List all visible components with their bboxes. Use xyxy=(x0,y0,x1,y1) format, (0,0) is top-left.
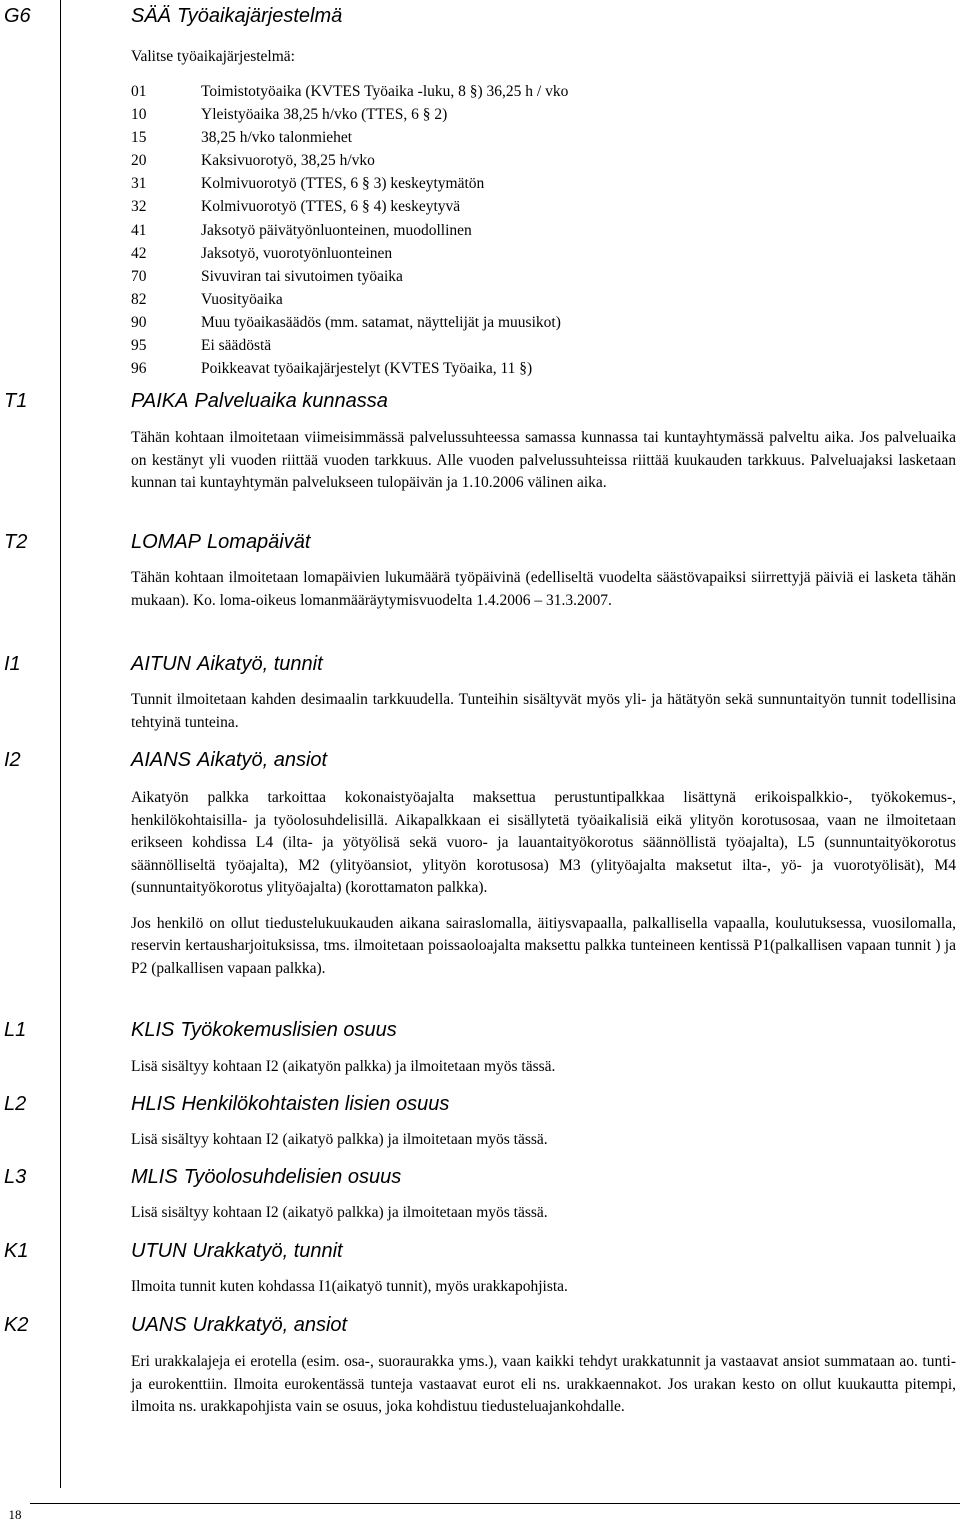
option-number: 96 xyxy=(131,360,147,378)
field-title: Aikatyö, tunnit xyxy=(197,653,323,675)
option-text: Jaksotyö, vuorotyönluonteinen xyxy=(201,244,393,262)
field-abbreviation: SÄÄ xyxy=(131,5,172,27)
section-heading xyxy=(131,1239,343,1263)
paragraph: Jos henkilö on ollut tiedustelukuukauden aikana sairaslomalla, äitiysvapaalla, palkallisella vapaalla, koulutuksessa, vuosilomalla, reservin kertausharjoituksissa, tms. ilmoitetaan poissaoloajalta maksettu palkka tunteineen kentissä P1(palkallisen vapaan tunnit ) ja P2 (palkallisen vapaan palkka). xyxy=(131,914,956,977)
option-number: 42 xyxy=(131,244,147,262)
section-body xyxy=(131,689,956,734)
field-title: Palveluaika kunnassa xyxy=(194,390,388,412)
option-text: 38,25 h/vko talonmiehet xyxy=(201,129,353,147)
field-title: Lomapäivät xyxy=(207,531,311,553)
list-item xyxy=(131,172,956,195)
option-number: 20 xyxy=(131,152,147,170)
field-abbreviation: KLIS xyxy=(131,1019,175,1041)
section-heading xyxy=(131,1165,401,1189)
option-number: 01 xyxy=(131,83,147,100)
option-text: Kaksivuorotyö, 38,25 h/vko xyxy=(201,152,375,170)
option-text: Jaksotyö päivätyönluonteinen, muodollinen xyxy=(201,221,472,239)
option-number: 15 xyxy=(131,129,147,147)
section-body xyxy=(131,427,956,495)
field-title: Työaikajärjestelmä xyxy=(177,5,343,27)
field-abbreviation: HLIS xyxy=(131,1093,176,1115)
footer-rule xyxy=(30,1503,960,1504)
field-code: L1 xyxy=(4,1019,27,1041)
option-number: 31 xyxy=(131,175,147,193)
section-heading xyxy=(131,530,310,554)
option-number: 41 xyxy=(131,221,147,239)
field-abbreviation: UANS xyxy=(131,1314,187,1336)
field-code: L3 xyxy=(4,1166,27,1188)
paragraph: Ilmoita tunnit kuten kohdassa I1(aikatyö tunnit), myös urakkapohjista. xyxy=(131,1278,568,1295)
page-number: 18 xyxy=(8,1507,22,1522)
option-text: Vuosityöaika xyxy=(201,290,283,308)
field-abbreviation: AITUN xyxy=(131,653,191,675)
list-item xyxy=(131,149,956,172)
option-text: Kolmivuorotyö (TTES, 6 § 4) keskeytyvä xyxy=(201,198,461,216)
field-abbreviation: LOMAP xyxy=(131,531,202,553)
field-title: Työkokemuslisien osuus xyxy=(180,1019,397,1041)
list-item xyxy=(131,126,956,149)
option-text: Ei säädöstä xyxy=(201,337,272,355)
paragraph: Lisä sisältyy kohtaan I2 (aikatyö palkka) ja ilmoitetaan myös tässä. xyxy=(131,1204,548,1221)
paragraph: Eri urakkalajeja ei erotella (esim. osa-, suoraurakka yms.), vaan kaikki tehdyt urakkatunnit ja vastaavat ansiot summataan ao. tunti- ja eurokenttiin. Ilmoita eurokentässä tunteja vastaavat eurot eli ns. urakkaennakot. Jos urakan kesto on ollut kuukautta pitempi, ilmoita ns. urakkapohjista vain se osuus, joka kohdistuu tiedusteluajankohdalle. xyxy=(131,1353,956,1415)
list-item xyxy=(131,334,956,357)
option-text: Sivuviran tai sivutoimen työaika xyxy=(201,267,403,285)
paragraph: Tunnit ilmoitetaan kahden desimaalin tarkkuudella. Tunteihin sisältyvät myös yli- ja hätätyön sekä sunnuntaityön tunnit todellisina tehtyinä tunteina. xyxy=(131,691,956,731)
field-abbreviation: MLIS xyxy=(131,1166,178,1188)
field-title: Työolosuhdelisien osuus xyxy=(183,1166,402,1188)
section-body xyxy=(131,1056,956,1079)
section-heading xyxy=(131,1092,449,1116)
option-text: Toimistotyöaika (KVTES Työaika -luku, 8 §) 36,25 h / vko xyxy=(201,83,569,100)
field-title: Aikatyö, ansiot xyxy=(197,749,328,771)
field-abbreviation: PAIKA xyxy=(131,390,189,412)
section-body xyxy=(131,1129,956,1152)
field-code: L2 xyxy=(4,1093,27,1115)
field-code: T1 xyxy=(4,390,28,412)
list-item xyxy=(131,103,956,126)
option-number: 95 xyxy=(131,337,147,355)
section-body xyxy=(131,567,956,612)
field-title: Urakkatyö, tunnit xyxy=(192,1240,343,1262)
section-heading xyxy=(131,1313,347,1337)
section-subtitle: Valitse työaikajärjestelmä: xyxy=(131,48,295,65)
option-text: Poikkeavat työaikajärjestelyt (KVTES Työaika, 11 §) xyxy=(201,360,533,378)
field-title: Henkilökohtaisten lisien osuus xyxy=(181,1093,450,1115)
list-item xyxy=(131,311,956,334)
paragraph: Tähän kohtaan ilmoitetaan lomapäivien lukumäärä työpäivinä (edelliseltä vuodelta säästövapaiksi siirrettyjä päiviä ei lasketa tähän mukaan). Ko. loma-oikeus lomanmääräytymisvuodelta 1.4.2006 – 31.3.2007. xyxy=(131,569,956,609)
field-title: Urakkatyö, ansiot xyxy=(192,1314,348,1336)
option-text: Muu työaikasäädös (mm. satamat, näyttelijät ja muusikot) xyxy=(201,313,561,331)
list-item xyxy=(131,242,956,265)
section-body xyxy=(131,787,956,980)
field-code: K2 xyxy=(4,1314,29,1336)
paragraph: Aikatyön palkka tarkoittaa kokonaistyöajalta maksettua perustuntipalkkaa lisättynä erikoispalkkio-, työkokemus-, henkilökohtaisilla- ja työolosuhdelisillä. Aikapalkkaan ei sisällytetä työaikalisiä eikä ylityön korotusosaa, vaan ne ilmoitetaan erikseen kohdissa L4 (ilta- ja yötyölisä sekä vuoro- ja lauantaityökorotus säännöllistä työajalta), L5 (sunnuntaityökorotus säännölliseltä työajalta), M2 (ylityöansiot, ylityön korotusosa) M3 (ylityöajalta maksetut ilta-, yö- ja vuorotyölisät), M4 (sunnuntaityökorotus ylityöajalta) (korottamaton palkka). xyxy=(131,789,956,896)
option-list xyxy=(131,80,956,380)
field-abbreviation: UTUN xyxy=(131,1240,187,1262)
option-number: 90 xyxy=(131,313,147,331)
section-body xyxy=(131,1276,956,1299)
section-body xyxy=(131,1351,956,1419)
left-margin-rule xyxy=(60,0,61,1488)
paragraph: Lisä sisältyy kohtaan I2 (aikatyö palkka) ja ilmoitetaan myös tässä. xyxy=(131,1131,548,1148)
field-abbreviation: AIANS xyxy=(131,749,192,771)
paragraph: Tähän kohtaan ilmoitetaan viimeisimmässä palvelussuhteessa samassa kunnassa tai kuntayhtymässä palveltu aika. Jos palveluaika on kestänyt yli vuoden riittää vuoden tarkkuus. Alle vuoden palvelussuhteissa riittää kuukauden tarkkuus. Palveluajaksi lasketaan kunnan tai kuntayhtymän palvelukseen tulopäivän ja 1.10.2006 välinen aika. xyxy=(131,429,956,491)
section-heading xyxy=(131,389,388,413)
field-code: G6 xyxy=(4,5,31,27)
section-heading xyxy=(131,748,327,772)
list-item xyxy=(131,195,956,218)
field-code: I2 xyxy=(4,749,21,771)
paragraph: Lisä sisältyy kohtaan I2 (aikatyön palkka) ja ilmoitetaan myös tässä. xyxy=(131,1058,556,1075)
option-number: 70 xyxy=(131,267,147,285)
list-item xyxy=(131,80,956,103)
section-heading xyxy=(131,4,342,28)
list-item xyxy=(131,357,956,380)
field-code: K1 xyxy=(4,1240,29,1262)
section-heading xyxy=(131,1018,397,1042)
option-number: 32 xyxy=(131,198,147,216)
section-heading xyxy=(131,652,323,676)
list-item xyxy=(131,265,956,288)
option-number: 10 xyxy=(131,106,147,124)
list-item xyxy=(131,219,956,242)
option-text: Yleistyöaika 38,25 h/vko (TTES, 6 § 2) xyxy=(201,106,448,124)
option-text: Kolmivuorotyö (TTES, 6 § 3) keskeytymätön xyxy=(201,175,485,193)
section-body xyxy=(131,1202,956,1225)
field-code: I1 xyxy=(4,653,21,675)
list-item xyxy=(131,288,956,311)
option-number: 82 xyxy=(131,290,147,308)
field-code: T2 xyxy=(4,531,28,553)
